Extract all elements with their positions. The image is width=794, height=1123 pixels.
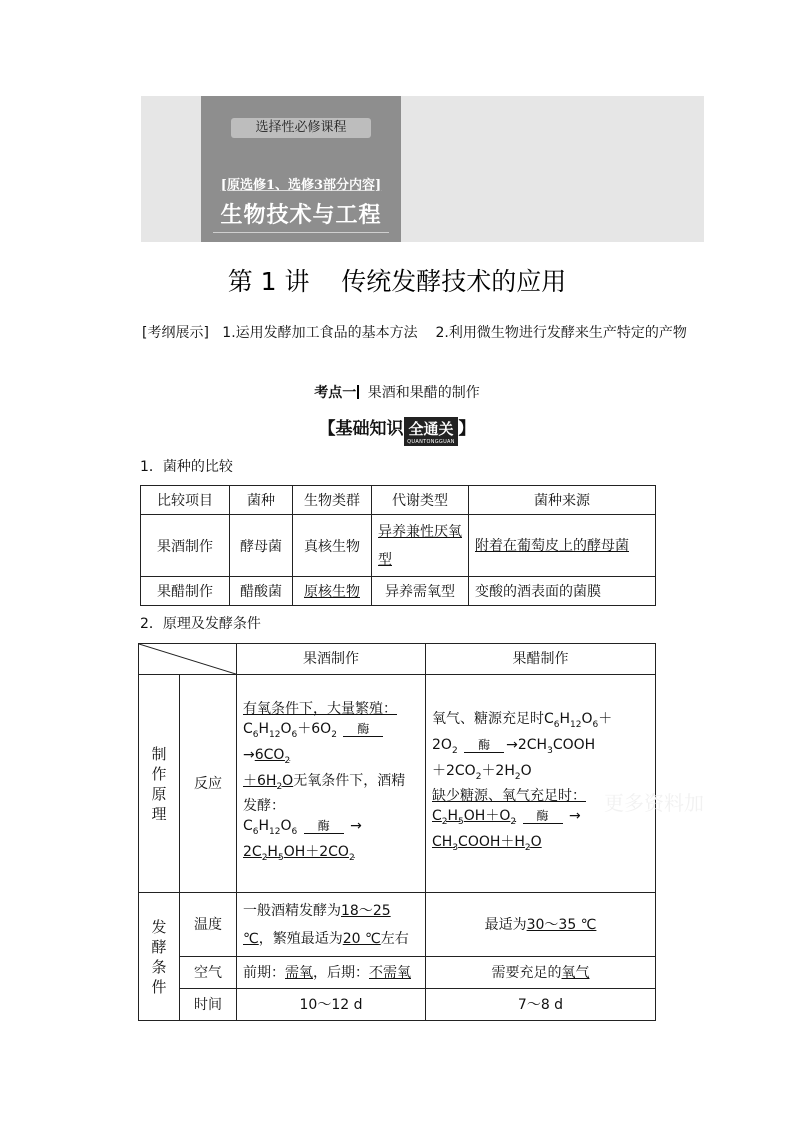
wine-air-early: 需氧 (285, 964, 313, 981)
table-header: 菌种来源 (469, 486, 656, 515)
course-banner (141, 96, 704, 242)
vertical-char: 发 (151, 917, 167, 936)
banner-course-label: 选择性必修课程 (231, 118, 371, 138)
vinegar-sufficient-text: 氧气、糖源充足时 (432, 711, 544, 727)
table-cell (293, 577, 372, 606)
kaodian-heading (0, 382, 794, 402)
banner-panel (201, 96, 401, 242)
table-header: 代谢类型 (372, 486, 469, 515)
vinegar-equation-1-cont: $+2CO_2+2H_2O$ (432, 762, 532, 782)
enzyme-label: 酶 (478, 737, 491, 752)
vinegar-temp-text: 最适为 (484, 916, 527, 933)
vinegar-reaction-cell (426, 675, 656, 893)
vinegar-temp-range: 30～35 ℃ (526, 916, 597, 933)
table-cell: 真核生物 (293, 515, 372, 577)
basic-knowledge-heading (0, 414, 794, 446)
wine-temp-range: 18～25 ℃ (243, 902, 391, 947)
table-row (139, 644, 656, 675)
basic-knowledge-right: 】 (458, 419, 476, 439)
wine-temperature-cell (237, 893, 426, 957)
vinegar-air-oxygen: 氧气 (561, 964, 590, 981)
column-header-wine: 果酒制作 (237, 644, 426, 675)
vertical-char: 原 (151, 784, 167, 803)
vinegar-equation-2-product: $CH_3COOH+H_2O$ (432, 834, 542, 853)
vinegar-temperature-cell (426, 893, 656, 957)
table-cell: 果酒制作 (141, 515, 230, 577)
wine-equation-2-product: $2C_2H_5OH+2CO_2$ (243, 844, 355, 863)
kaodian-separator (357, 385, 359, 399)
enzyme-label: 酶 (536, 809, 549, 824)
vinegar-time-cell: 7～8 d (426, 989, 656, 1021)
wine-aerobic-text: 有氧条件下，大量繁殖： (243, 701, 397, 717)
diagonal-corner-cell (139, 644, 237, 675)
diagonal-line (139, 644, 239, 675)
table-cell: 酵母菌 (230, 515, 293, 577)
vertical-char: 作 (151, 764, 167, 783)
wine-equation-2: $C_6H_{12}O_6$ 酶 → (243, 818, 362, 838)
wine-air-late: 不需氧 (369, 964, 411, 981)
enzyme-arrow (302, 820, 346, 838)
wine-reaction-line (243, 699, 419, 719)
air-label: 空气 (180, 957, 237, 989)
vinegar-air-text: 需要充足的 (491, 964, 562, 981)
group-condition (139, 893, 180, 1021)
wine-reaction-cell (237, 675, 426, 893)
outline-item-1: 1.运用发酵加工食品的基本方法 (222, 325, 418, 341)
wine-air-cell (237, 957, 426, 989)
vertical-char: 酵 (151, 937, 167, 956)
lecture-title: 第 1 讲 传统发酵技术的应用 (227, 267, 567, 296)
table-cell (372, 515, 469, 577)
section-2-title: 2．原理及发酵条件 (140, 616, 261, 632)
table-header: 比较项目 (141, 486, 230, 515)
metabolism-wine: 异养兼性厌氧型 (378, 523, 462, 568)
table-row (141, 486, 656, 515)
vertical-char: 理 (151, 804, 167, 823)
table-header: 生物类群 (293, 486, 372, 515)
reaction-label: 反应 (180, 675, 237, 893)
basic-knowledge-left: 【基础知识 (318, 419, 404, 439)
wine-temp-text: 左右 (380, 930, 409, 947)
table-row (141, 577, 656, 606)
wine-equation-1-cont: $+6H_2O$无氧条件下，酒精发酵： (243, 772, 406, 815)
quantongguan-text: 全通关 (408, 420, 454, 438)
enzyme-arrow (341, 723, 385, 741)
principle-condition-table (138, 643, 656, 1021)
table-cell: 果醋制作 (141, 577, 230, 606)
table-row (139, 893, 656, 957)
table-cell: 异养需氧型 (372, 577, 469, 606)
wine-time-cell: 10～12 d (237, 989, 426, 1021)
banner-subtitle: [原选修1、选修3部分内容] (220, 178, 382, 193)
exam-outline (112, 318, 692, 348)
table-header: 菌种 (230, 486, 293, 515)
column-header-vinegar: 果醋制作 (426, 644, 656, 675)
source-wine: 附着在葡萄皮上的酵母菌 (475, 537, 629, 554)
quantongguan-pinyin: QUANTONGGUAN (407, 439, 455, 445)
outline-item-2: 2.利用微生物进行发酵来生产特定的产物 (435, 325, 687, 341)
group-vinegar: 原核生物 (304, 584, 360, 600)
time-label: 时间 (180, 989, 237, 1021)
section-1-title: 1．菌种的比较 (140, 459, 233, 475)
group-principle (139, 675, 180, 893)
vertical-char: 制 (151, 744, 167, 763)
wine-air-text: 前期： (243, 964, 285, 981)
table-row (139, 675, 656, 893)
vertical-char: 条 (151, 957, 167, 976)
wine-temp-text: 一般酒精发酵为 (243, 902, 341, 919)
vertical-char: 件 (151, 977, 167, 996)
table-row (141, 515, 656, 577)
table-row (139, 989, 656, 1021)
wine-temp-optimal: 20 ℃ (342, 930, 381, 947)
wine-equation-1: $C_6H_{12}O_6+6O_2$ 酶 $\to 6CO_2$ (243, 719, 419, 771)
enzyme-label: 酶 (357, 722, 370, 736)
wine-air-text: ，后期： (313, 964, 369, 981)
vinegar-equation-1: $2O_2$ 酶 $\to 2CH_3COOH$ (432, 736, 596, 756)
banner-title: 生物技术与工程 (220, 202, 382, 228)
vinegar-reaction-line: 氧气、糖源充足时$C_6H_{12}O_6+$ (432, 711, 613, 730)
banner-divider (213, 232, 389, 233)
table-cell: 变酸的酒表面的菌膜 (469, 577, 656, 606)
wine-temp-text: ，繁殖最适为 (258, 930, 343, 947)
kaodian-title: 果酒和果醋的制作 (367, 385, 480, 401)
enzyme-label: 酶 (317, 819, 330, 834)
vinegar-equation-2: $C_2H_5OH+O_2$ 酶 → (432, 808, 581, 828)
table-cell: 醋酸菌 (230, 577, 293, 606)
strain-comparison-table (140, 485, 656, 606)
outline-label: [考纲展示] (142, 325, 209, 341)
enzyme-arrow (521, 810, 565, 828)
temperature-label: 温度 (180, 893, 237, 957)
wine-anaerobic-text: 无氧条件下，酒精发酵： (243, 772, 406, 815)
vinegar-lack-text: 缺少糖源、氧气充足时： (432, 788, 586, 805)
table-row (139, 957, 656, 989)
vinegar-air-cell (426, 957, 656, 989)
kaodian-label: 考点一 (314, 385, 357, 401)
table-cell (469, 515, 656, 577)
enzyme-arrow (462, 739, 506, 757)
watermark: 更多资料加 (604, 791, 704, 815)
quantongguan-tag (404, 417, 457, 446)
